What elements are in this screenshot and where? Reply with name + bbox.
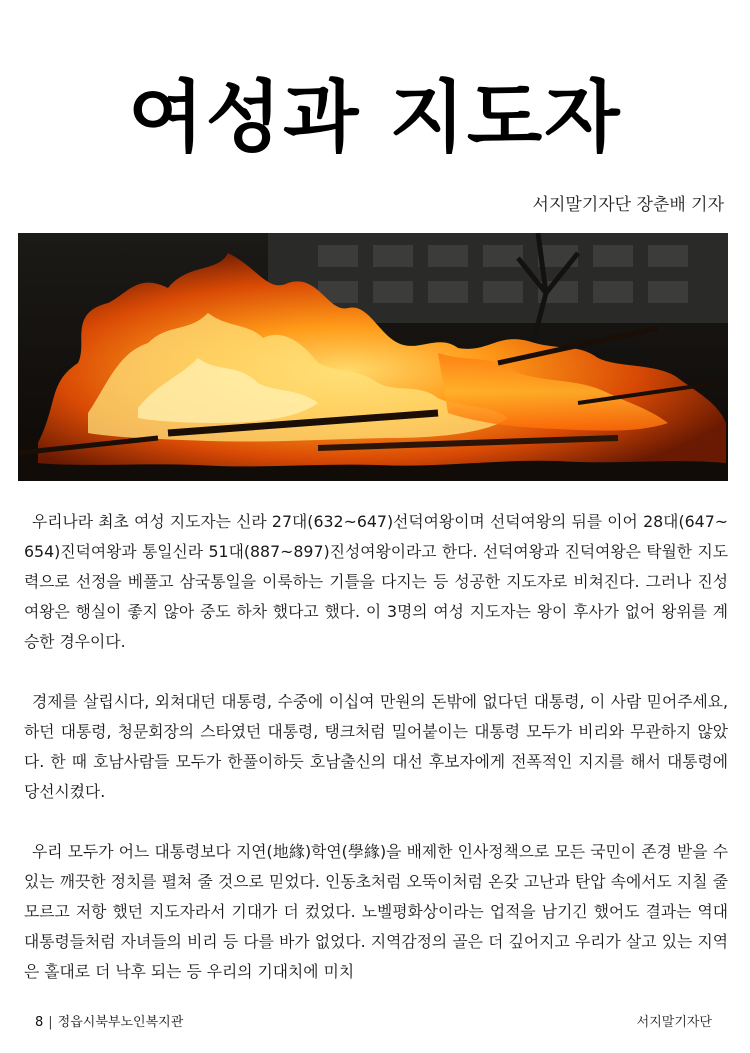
article-title: 여성과 지도자 — [128, 73, 622, 163]
footer-separator: | — [48, 1015, 53, 1030]
article-paragraph-3: 우리 모두가 어느 대통령보다 지연(地緣)학연(學緣)을 배제한 인사정책으로 모든 국민이 존경 받을 수 있는 깨끗한 정치를 펼쳐 줄 것으로 믿었다. 인동초처럼 오뚝이처럼 온갖 고난과 탄압 속에서도 지칠 줄 모르고 저항 했던 지도자라서 기대가 더 컸었다. 노벨평화상이라는 업적을 남기긴 했어도 결과는 역대 대통령들처럼 자녀들의 비리 등 다를 바가 없었다. 지역감정의 골은 더 깊어지고 우리가 살고 있는 지역은 홀대로 더 낙후 되는 등 우리의 기대치에 미치 — [24, 842, 728, 981]
page-number: 8 — [35, 1015, 44, 1030]
bonfire-photo — [18, 233, 728, 481]
article-paragraph-2: 경제를 살립시다, 외쳐대던 대통령, 수중에 이십여 만원의 돈밖에 없다던 대통령, 이 사람 믿어주세요, 하던 대통령, 청문회장의 스타였던 대통령, 탱크처럼 밀어붙이는 대통령 모두가 비리와 무관하지 않았다. 한 때 호남사람들 모두가 한풀이하듯 호남출신의 대선 후보자에게 전폭적인 지지를 해서 대통령에 당선시켰다. — [24, 692, 729, 801]
footer-publication: 서지말기자단 — [636, 1015, 712, 1030]
footer-organization: 정읍시북부노인복지관 — [57, 1015, 184, 1030]
article-byline: 서지말기자단 장춘배 기자 — [532, 195, 724, 215]
article-paragraph-1: 우리나라 최초 여성 지도자는 신라 27대(632~647)선덕여왕이며 선덕여왕의 뒤를 이어 28대(647~654)진덕여왕과 통일신라 51대(887~897)진성여왕이라고 한다. 선덕여왕과 진덕여왕은 탁월한 지도력으로 선정을 베풀고 삼국통일을 이룩하는 기틀을 다지는 등 성공한 지도자로 비쳐진다. 그러나 진성여왕은 행실이 좋지 않아 중도 하차 했다고 했다. 이 3명의 여성 지도자는 왕이 후사가 없어 왕위를 계승한 경우이다. — [24, 512, 728, 651]
article-body — [24, 507, 728, 1017]
bonfire-image — [18, 233, 728, 481]
page-footer-left — [35, 1011, 183, 1030]
